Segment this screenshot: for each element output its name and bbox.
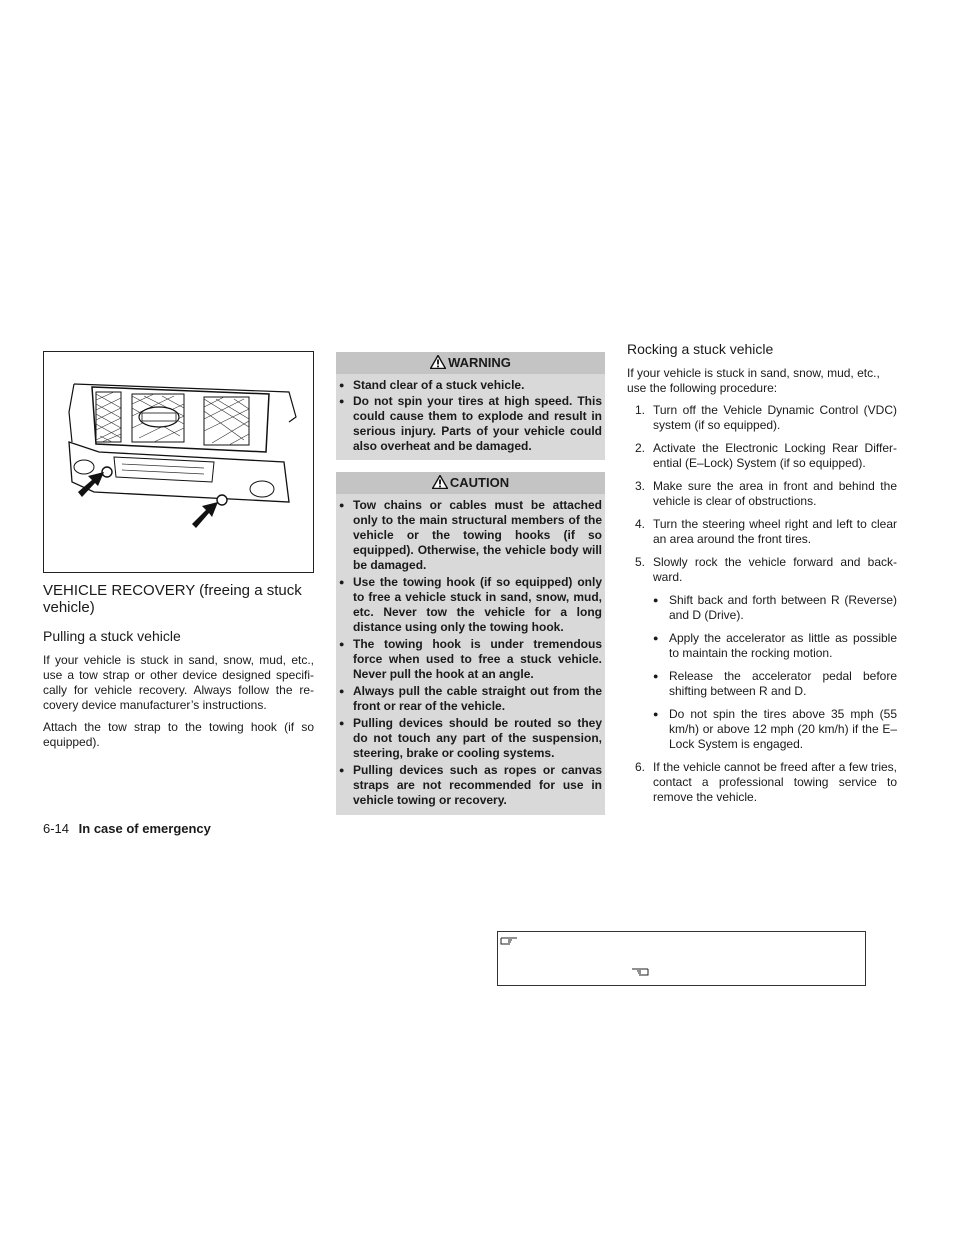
subheading-pulling: Pulling a stuck vehicle <box>43 628 181 644</box>
caution-item: ● Pulling devices should be routed so they do not touch any part of the suspension, steering, brake or cooling systems. <box>339 716 602 761</box>
middle-column <box>336 352 605 815</box>
paragraph: Attach the tow strap to the towing hook (if so equipped). <box>43 720 314 749</box>
procedure-step <box>627 555 897 752</box>
substep-item: ● Do not spin the tires above 35 mph (55 km/h) or above 12 mph (20 km/h) if the E–Lock System is engaged. <box>653 707 897 752</box>
procedure-step <box>627 441 897 471</box>
step-number: 2. <box>635 441 646 455</box>
substep-item: ● Apply the accelerator as little as possible to maintain the rocking motion. <box>653 631 897 661</box>
caution-item: ● Pulling devices such as ropes or canvas straps are not recommended for use in vehicle towing or recovery. <box>339 763 602 808</box>
substep-item: ● Shift back and forth between R (Reverse) and D (Drive). <box>653 593 897 623</box>
caution-item: ● Tow chains or cables must be attached only to the main structural members of the vehicle or the towing hooks (if so equipped). Otherwise, the vehicle body will be damaged. <box>339 498 602 573</box>
intro-paragraph: If your vehicle is stuck in sand, snow, mud, etc., use the following procedure: <box>627 366 880 395</box>
warning-triangle-icon <box>430 354 446 376</box>
step-number: 4. <box>635 517 646 531</box>
warning-item: ● Stand clear of a stuck vehicle. <box>339 378 602 393</box>
warning-title: WARNING <box>448 355 511 370</box>
step-text: Activate the Electronic Locking Rear Differ-ential (E–Lock) System (if so equipped). <box>653 441 897 470</box>
paragraph: If your vehicle is stuck in sand, snow, mud, etc., use a tow strap or other device designed specifi-cally for vehicle recovery. Always follow the re-covery device manufacturer’s instructions. <box>43 653 314 712</box>
warning-item: ● Do not spin your tires at high speed. This could cause them to explode and result in serious injury. Parts of your vehicle could also overheat and be damaged. <box>339 394 602 454</box>
step-text: Make sure the area in front and behind the vehicle is clear of obstructions. <box>653 479 897 508</box>
caution-item: ● The towing hook is under tremendous force when used to free a stuck vehicle. Never pull the hook at an angle. <box>339 637 602 682</box>
step-text: Turn off the Vehicle Dynamic Control (VDC) system (if so equipped). <box>653 403 897 432</box>
procedure-step <box>627 403 897 433</box>
subheading-rocking: Rocking a stuck vehicle <box>627 341 774 357</box>
caution-title: CAUTION <box>449 475 510 490</box>
warning-box <box>336 352 605 460</box>
caution-triangle-icon <box>432 474 448 496</box>
page-number: 6-14 <box>43 821 70 836</box>
step-text: Slowly rock the vehicle forward and back-ward. <box>653 555 897 584</box>
procedure-list <box>627 403 897 805</box>
procedure-step <box>627 760 897 805</box>
truck-front-illustration <box>43 351 314 573</box>
step-number: 6. <box>635 760 646 774</box>
procedure-step <box>627 479 897 509</box>
step-number: 3. <box>635 479 646 493</box>
caution-item: ● Always pull the cable straight out from the front or rear of the vehicle. <box>339 684 602 714</box>
substep-item: ● Release the accelerator pedal before shifting between R and D. <box>653 669 897 699</box>
warning-header <box>336 352 605 374</box>
substep-list <box>653 593 897 752</box>
pointing-hand-left-icon <box>631 964 649 980</box>
note-box <box>497 931 866 986</box>
procedure-step <box>627 517 897 547</box>
section-name: In case of emergency <box>78 821 211 836</box>
left-column <box>43 351 314 757</box>
caution-header <box>336 472 605 494</box>
step-number: 1. <box>635 403 646 417</box>
step-text: Turn the steering wheel right and left to clear an area around the front tires. <box>653 517 897 546</box>
section-title: VEHICLE RECOVERY (freeing a stuck vehicle) <box>43 582 302 616</box>
page-footer <box>43 821 211 836</box>
step-text: If the vehicle cannot be freed after a few tries, contact a professional towing service to remove the vehicle. <box>653 760 897 804</box>
pointing-hand-right-icon <box>500 933 518 949</box>
step-number: 5. <box>635 555 646 569</box>
right-column <box>627 341 897 813</box>
caution-item: ● Use the towing hook (if so equipped) only to free a vehicle stuck in sand, snow, mud, etc. Never tow the vehicle for a long distance using only the towing hook. <box>339 575 602 635</box>
caution-box <box>336 472 605 815</box>
towing-hook-diagram <box>44 352 313 572</box>
